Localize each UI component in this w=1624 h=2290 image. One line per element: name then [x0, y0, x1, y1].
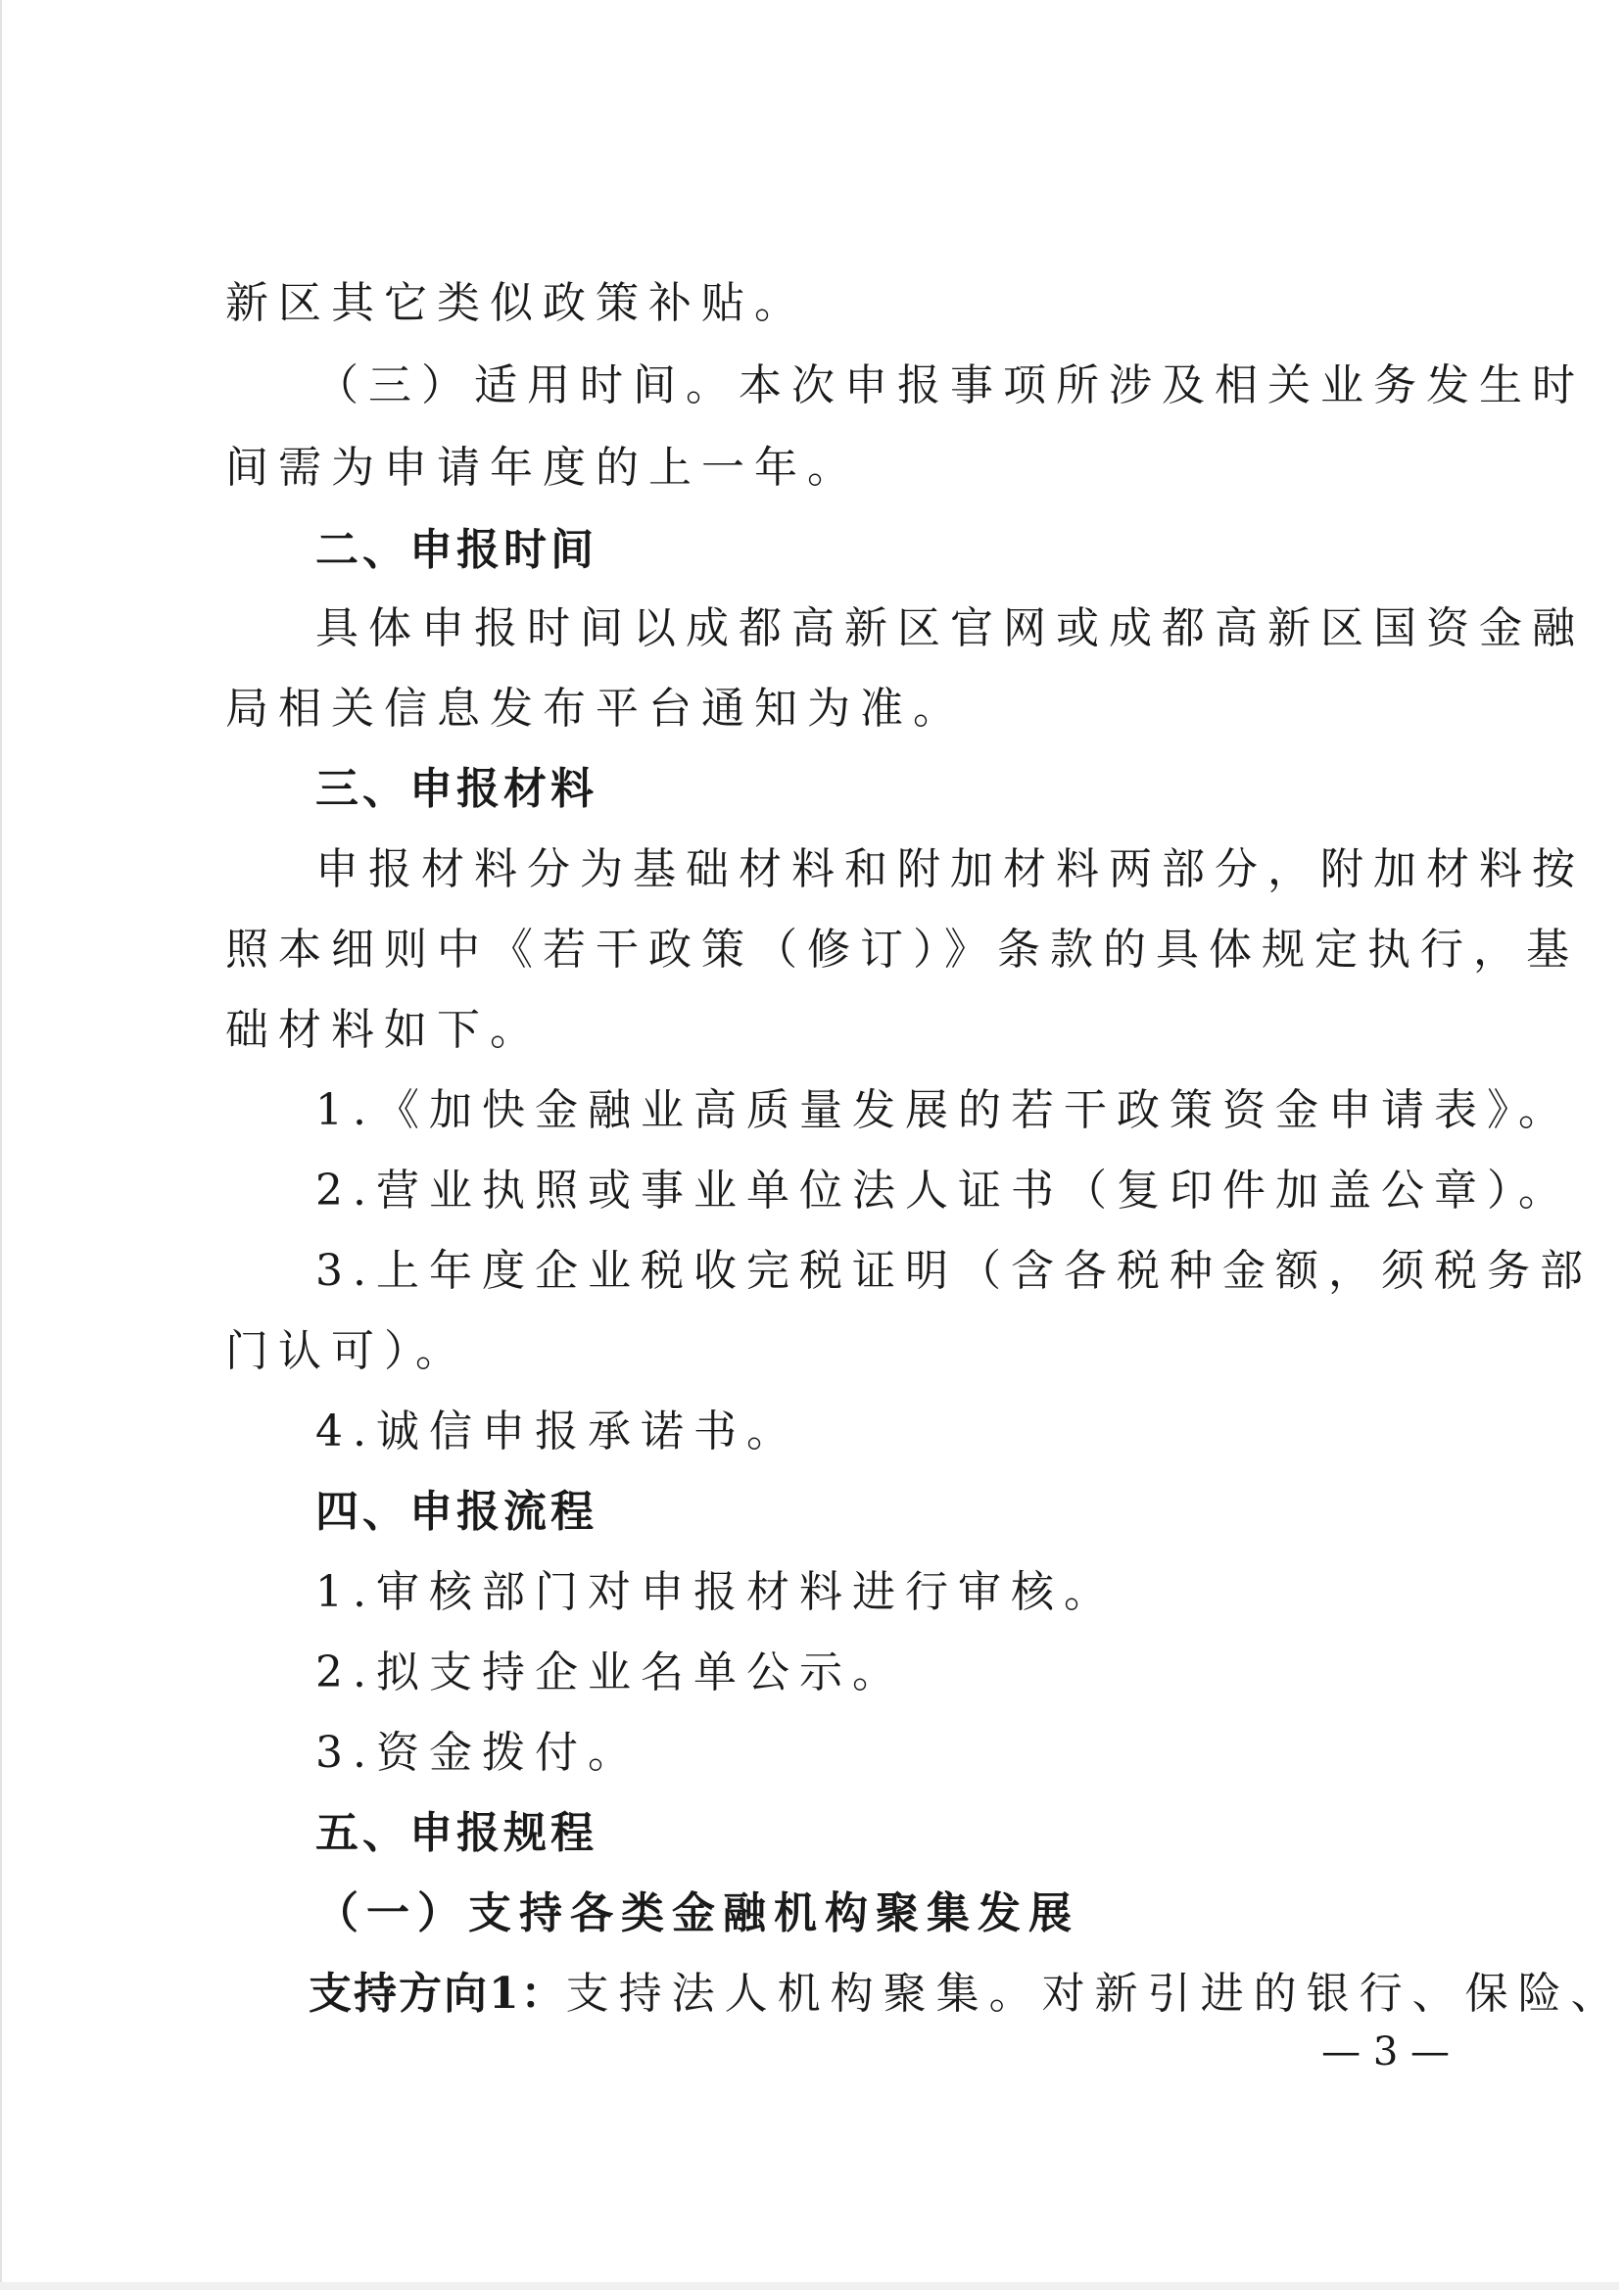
support-direction-text: 支持法人机构聚集。对新引进的银行、保险、 [565, 1969, 1624, 2019]
text-line: 新区其它类似政策补贴。 [225, 278, 807, 328]
section-heading-materials: 三、申报材料 [315, 764, 597, 814]
list-item: 1.审核部门对申报材料进行审核。 [315, 1567, 1117, 1617]
section-heading-rules: 五、申报规程 [315, 1808, 597, 1858]
section-heading-process: 四、申报流程 [315, 1487, 597, 1537]
list-item: 2.营业执照或事业单位法人证书（复印件加盖公章）。 [315, 1166, 1571, 1216]
text-line: （三）适用时间。本次申报事项所涉及相关业务发生时 [315, 360, 1585, 410]
list-item: 1.《加快金融业高质量发展的若干政策资金申请表》。 [315, 1085, 1571, 1135]
text-line: 申报材料分为基础材料和附加材料两部分，附加材料按 [315, 844, 1585, 894]
subsection-heading: （一）支持各类金融机构聚集发展 [315, 1888, 1079, 1938]
section-heading-timing: 二、申报时间 [315, 525, 597, 575]
support-direction-label: 支持方向1： [309, 1969, 566, 2019]
scan-bottom-shade [0, 2282, 1619, 2290]
support-direction-line [309, 1965, 1624, 2024]
list-item-continuation: 门认可）。 [225, 1326, 468, 1376]
scan-edge-shade [0, 0, 2, 2290]
list-item: 3.上年度企业税收完税证明（含各税种金额，须税务部 [315, 1246, 1593, 1296]
text-line: 具体申报时间以成都高新区官网或成都高新区国资金融 [315, 603, 1585, 653]
text-line: 间需为申请年度的上一年。 [225, 443, 860, 493]
page-number: — 3 — [1321, 2029, 1450, 2075]
list-item: 4.诚信申报承诺书。 [315, 1407, 799, 1456]
list-item: 3.资金拨付。 [315, 1728, 641, 1778]
text-line: 础材料如下。 [225, 1005, 543, 1055]
text-line: 照本细则中《若干政策（修订）》条款的具体规定执行，基 [225, 925, 1579, 975]
text-line: 局相关信息发布平台通知为准。 [225, 684, 966, 734]
list-item: 2.拟支持企业名单公示。 [315, 1647, 905, 1697]
